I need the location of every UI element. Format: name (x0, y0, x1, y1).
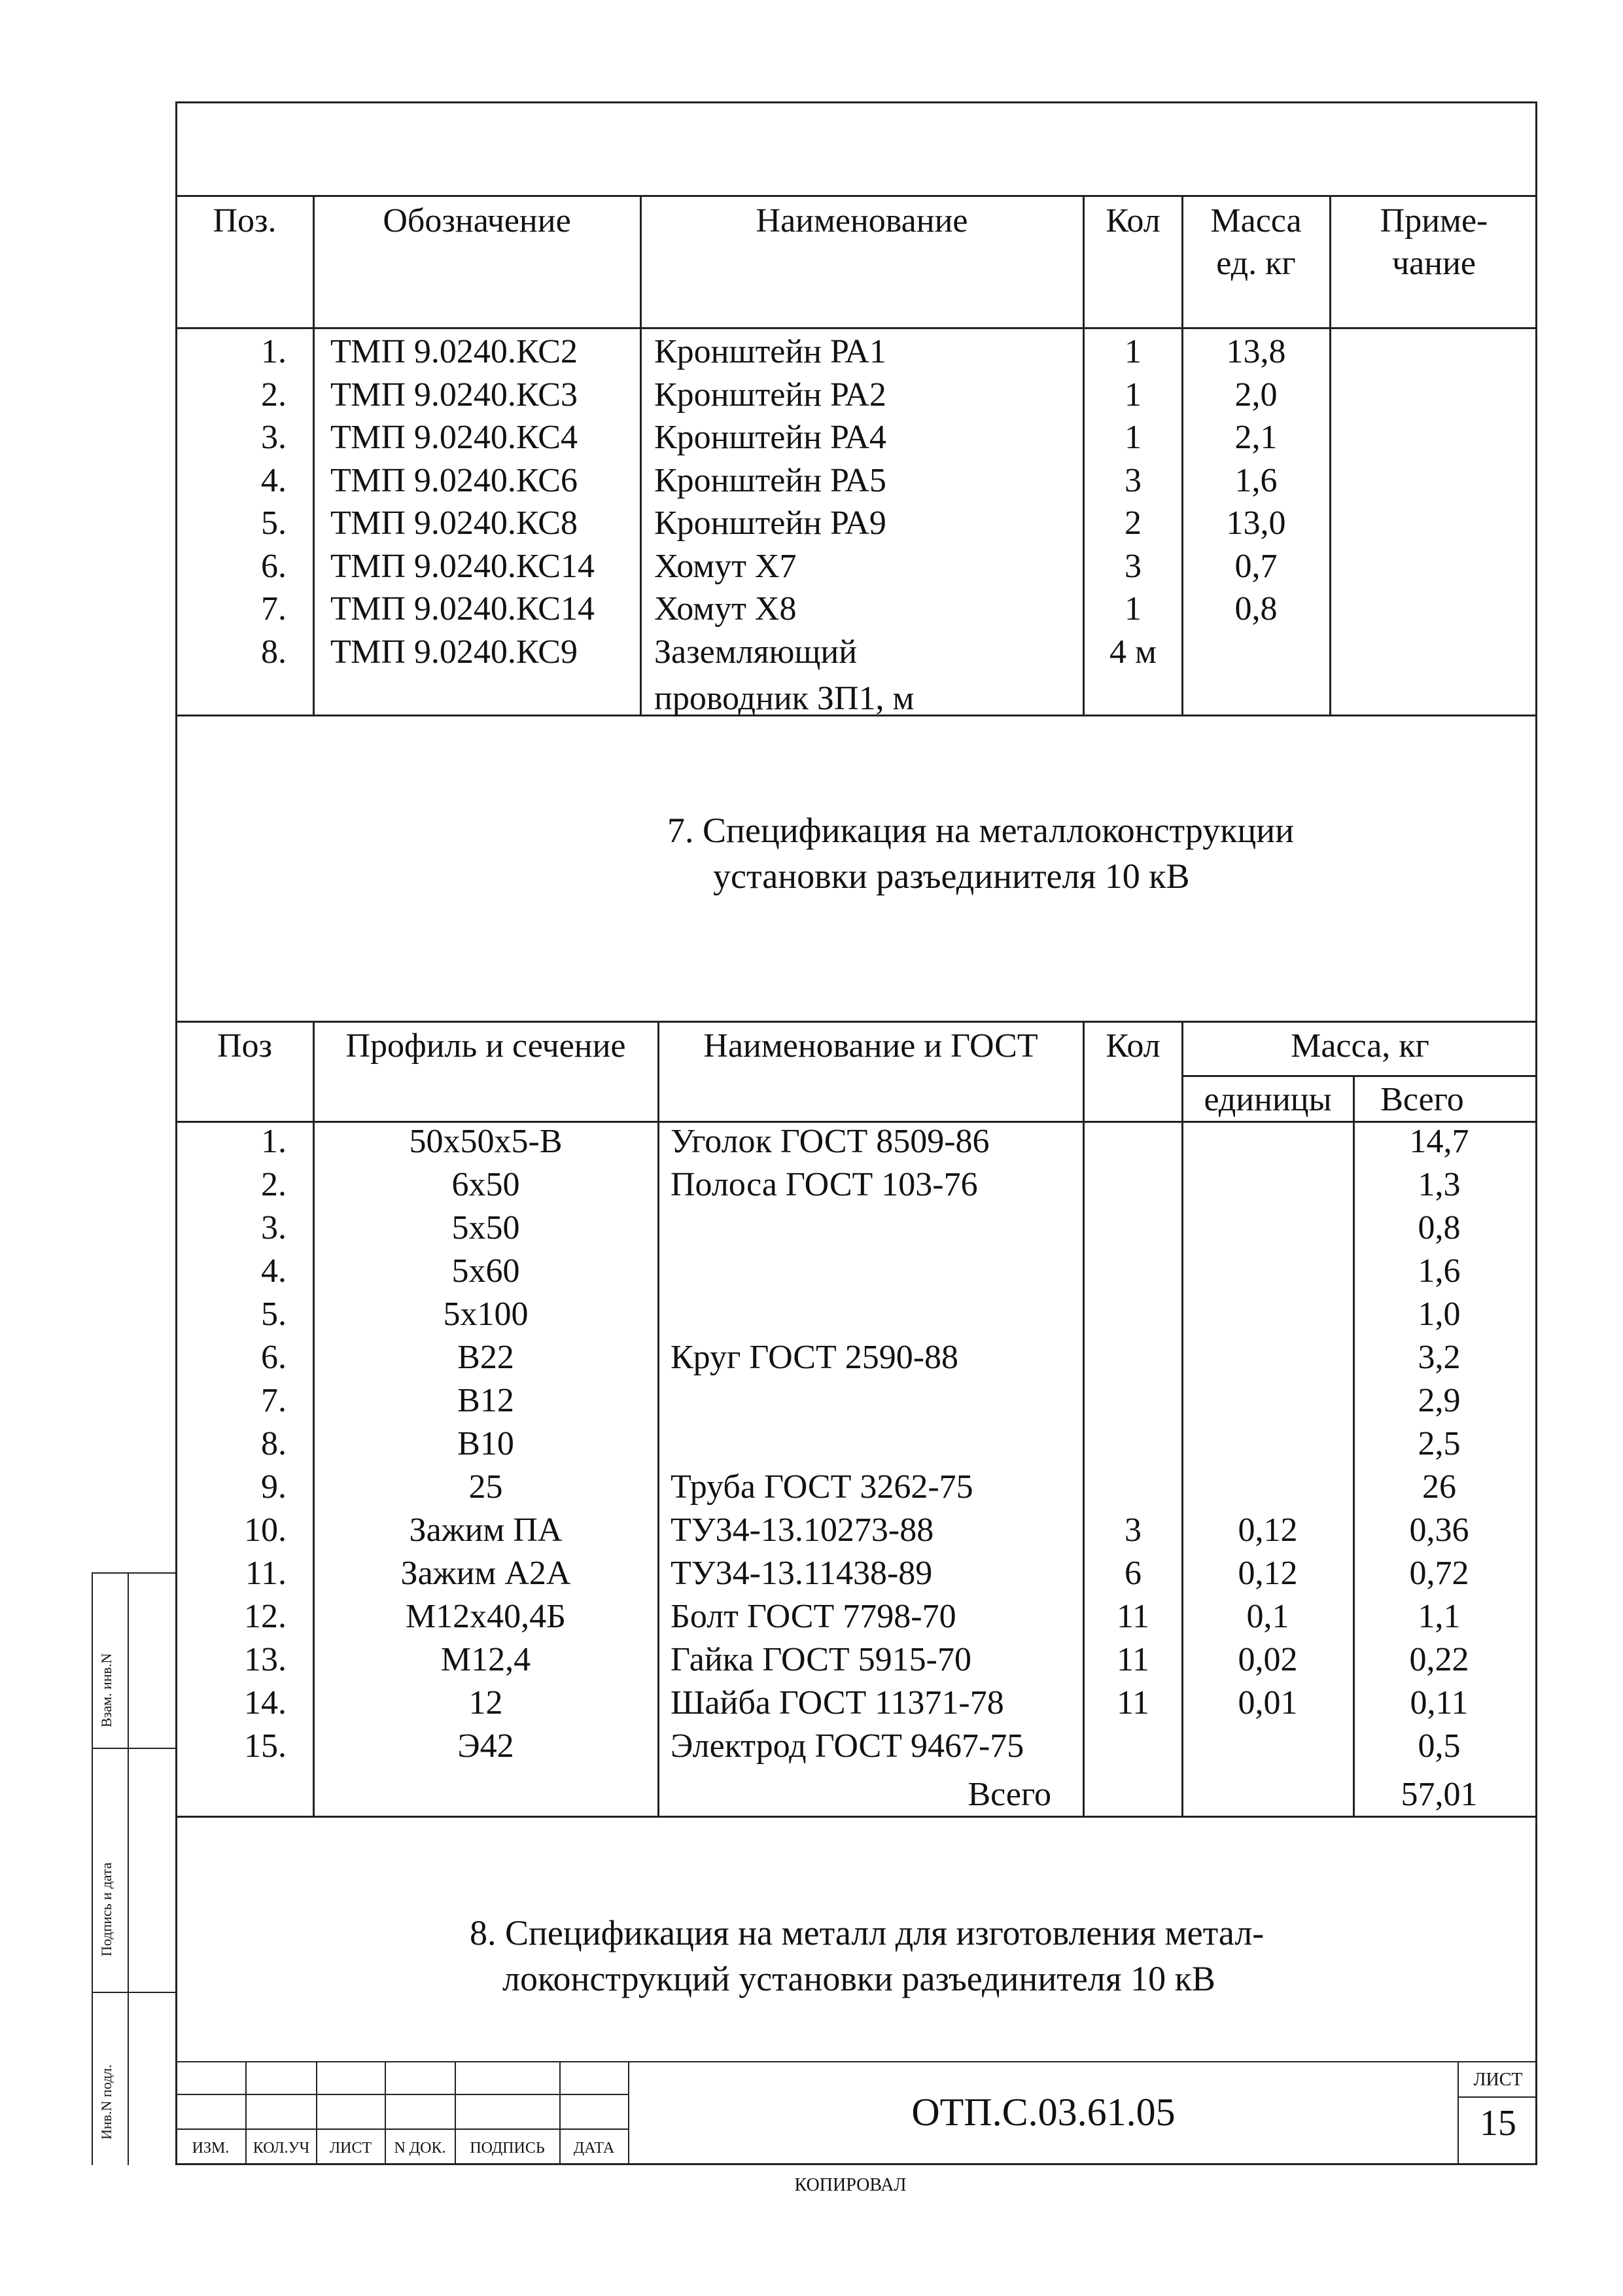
table1-col-sep (640, 195, 642, 716)
table1-col-sep (313, 195, 315, 716)
t1-header-name: Наименование (756, 202, 968, 239)
t2-cell-total: 0,22 (1409, 1641, 1469, 1678)
doc-code: ОТП.С.03.61.05 (911, 2091, 1176, 2134)
t1-cell-pos: 7. (261, 590, 287, 627)
t2-cell-total: 1,0 (1418, 1296, 1461, 1333)
t2-grand-total-label: Всего (968, 1776, 1051, 1813)
t2-cell-pos: 12. (244, 1598, 287, 1635)
t2-cell-name: Гайка ГОСТ 5915-70 (671, 1641, 971, 1678)
t2-cell-pos: 10. (244, 1511, 287, 1549)
t2-cell-unit: 0,02 (1238, 1641, 1298, 1678)
t2-cell-pos: 15. (244, 1727, 287, 1765)
title-block-row-line (175, 2128, 629, 2130)
t2-cell-pos: 5. (261, 1296, 287, 1333)
t2-cell-profile: 25 (468, 1468, 503, 1506)
t1-cell-qty: 2 (1125, 504, 1142, 542)
t2-cell-unit: 0,12 (1238, 1511, 1298, 1549)
t1-cell-pos: 6. (261, 548, 287, 585)
t1-cell-name: Кронштейн РА5 (654, 462, 886, 499)
sheet-label: ЛИСТ (1473, 2070, 1523, 2090)
t1-cell-name: Кронштейн РА9 (654, 504, 886, 542)
t2-cell-total: 1,1 (1418, 1598, 1461, 1635)
t1-cell-mass: 0,7 (1234, 548, 1278, 585)
t2-cell-total: 0,72 (1409, 1555, 1469, 1592)
t1-cell-pos: 4. (261, 462, 287, 499)
t2-cell-pos: 8. (261, 1425, 287, 1462)
t2-cell-profile: Э42 (457, 1727, 514, 1765)
side-stamp-vzam: Взам. инв.N (98, 1653, 114, 1727)
t1-cell-qty: 1 (1125, 333, 1142, 370)
t2-cell-profile: 6x50 (451, 1166, 520, 1203)
side-stamp-inv: Инв.N подл. (98, 2064, 114, 2140)
t2-cell-profile: 5x100 (443, 1296, 529, 1333)
table1-top-line (175, 195, 1537, 197)
tb-col-list: ЛИСТ (329, 2140, 372, 2157)
t2-cell-qty: 6 (1125, 1555, 1142, 1592)
side-stamp-line (92, 1992, 175, 1993)
t1-cell-name: Хомут Х8 (654, 590, 797, 627)
t2-cell-qty: 3 (1125, 1511, 1142, 1549)
t1-cell-name: Кронштейн РА4 (654, 419, 886, 456)
t1-cell-mass: 2,0 (1234, 376, 1278, 414)
t1-cell-name: Заземляющий (654, 633, 858, 671)
caption-8-line1: 8. Спецификация на металл для изготовления метал- (470, 1913, 1265, 1952)
t1-cell-pos: 2. (261, 376, 287, 414)
t2-cell-total: 0,8 (1418, 1209, 1461, 1246)
t2-header-pos: Поз (217, 1027, 273, 1065)
t1-cell-qty: 1 (1125, 590, 1142, 627)
caption-7-line1: 7. Спецификация на металлоконструкции (667, 811, 1295, 850)
t1-cell-designation: ТМП 9.0240.КС4 (330, 419, 578, 456)
t2-cell-total: 14,7 (1409, 1123, 1469, 1160)
t1-header-pos: Поз. (213, 202, 277, 239)
t1-cell-name: Кронштейн РА1 (654, 333, 886, 370)
tb-col-podpis: ПОДПИСЬ (470, 2140, 545, 2157)
footer-kopiroval: КОПИРОВАЛ (794, 2175, 907, 2195)
t2-cell-total: 0,11 (1410, 1684, 1469, 1722)
t1-cell-qty: 1 (1125, 376, 1142, 414)
t1-cell-designation: ТМП 9.0240.КС8 (330, 504, 578, 542)
t1-header-mass: Масса (1210, 202, 1302, 239)
side-stamp-line (92, 1748, 175, 1749)
t2-cell-pos: 7. (261, 1382, 287, 1419)
t1-cell-pos: 3. (261, 419, 287, 456)
t2-cell-qty: 11 (1116, 1598, 1150, 1635)
t2-cell-total: 2,9 (1418, 1382, 1461, 1419)
table2-col-sep (657, 1021, 659, 1817)
t2-cell-profile: B12 (457, 1382, 514, 1419)
t2-cell-profile: Зажим ПА (409, 1511, 563, 1549)
t2-cell-profile: 5x60 (451, 1252, 520, 1290)
t2-cell-name: Болт ГОСТ 7798-70 (671, 1598, 956, 1635)
t1-cell-qty: 4 м (1109, 633, 1157, 671)
t2-cell-profile: M12,4 (440, 1641, 531, 1678)
t1-cell-name: Хомут Х7 (654, 548, 797, 585)
t1-cell-mass: 2,1 (1234, 419, 1278, 456)
t1-cell-designation: ТМП 9.0240.КС9 (330, 633, 578, 671)
t2-cell-total: 2,5 (1418, 1425, 1461, 1462)
t1-cell-pos: 8. (261, 633, 287, 671)
tb-col-ndok: N ДОК. (394, 2140, 446, 2157)
t2-cell-name: Полоса ГОСТ 103-76 (671, 1166, 978, 1203)
t2-cell-unit: 0,01 (1238, 1684, 1298, 1722)
side-stamp-line (92, 1572, 175, 1574)
title-block-sheet-line (1457, 2096, 1537, 2098)
t2-cell-total: 0,5 (1418, 1727, 1461, 1765)
t2-cell-pos: 4. (261, 1252, 287, 1290)
t2-cell-pos: 6. (261, 1339, 287, 1376)
tb-col-kolvo: КОЛ.УЧ (253, 2140, 310, 2157)
t2-cell-unit: 0,1 (1246, 1598, 1289, 1635)
t2-cell-pos: 2. (261, 1166, 287, 1203)
t2-cell-profile: 5x50 (451, 1209, 520, 1246)
table2-mass-sub-line (1181, 1075, 1537, 1077)
t2-cell-name: Уголок ГОСТ 8509-86 (671, 1123, 990, 1160)
table1-header-line (175, 327, 1537, 329)
t1-cell-mass: 13,0 (1226, 504, 1286, 542)
t1-header-qty: Кол (1106, 202, 1161, 239)
t2-cell-qty: 11 (1116, 1684, 1150, 1722)
t2-header-unit: единицы (1204, 1081, 1332, 1118)
caption-8-line2: локонструкций установки разъединителя 10 кВ (502, 1959, 1215, 1998)
t2-header-profile: Профиль и сечение (345, 1027, 626, 1065)
t1-cell-designation: ТМП 9.0240.КС2 (330, 333, 578, 370)
t1-cell-pos: 1. (261, 333, 287, 370)
t2-cell-qty: 11 (1116, 1641, 1150, 1678)
t2-cell-profile: 50x50x5-B (409, 1123, 563, 1160)
t2-cell-name: Круг ГОСТ 2590-88 (671, 1339, 959, 1376)
t2-grand-total: 57,01 (1401, 1776, 1478, 1813)
t2-cell-pos: 1. (261, 1123, 287, 1160)
t1-cell-mass: 13,8 (1226, 333, 1286, 370)
t2-header-total: Всего (1380, 1081, 1464, 1118)
t2-header-mass: Масса, кг (1291, 1027, 1429, 1065)
t1-row8-name-line2: проводник ЗП1, м (654, 680, 915, 717)
t1-cell-designation: ТМП 9.0240.КС3 (330, 376, 578, 414)
t1-cell-name: Кронштейн РА2 (654, 376, 886, 414)
t2-cell-pos: 14. (244, 1684, 287, 1722)
side-stamp-left (92, 1572, 93, 2165)
t2-cell-profile: Зажим А2А (400, 1555, 571, 1592)
t1-cell-pos: 5. (261, 504, 287, 542)
t2-cell-total: 26 (1422, 1468, 1456, 1506)
side-stamp-podpis: Подпись и дата (98, 1862, 114, 1956)
t1-cell-designation: ТМП 9.0240.КС14 (330, 590, 595, 627)
t2-cell-pos: 9. (261, 1468, 287, 1506)
t2-cell-name: ТУ34-13.10273-88 (671, 1511, 934, 1549)
t2-cell-profile: B10 (457, 1425, 514, 1462)
t2-cell-pos: 3. (261, 1209, 287, 1246)
t2-cell-total: 0,36 (1409, 1511, 1469, 1549)
side-stamp-mid (128, 1572, 129, 2165)
t2-cell-unit: 0,12 (1238, 1555, 1298, 1592)
table2-top-line (175, 1021, 1537, 1023)
t2-cell-pos: 13. (244, 1641, 287, 1678)
t2-cell-profile: 12 (468, 1684, 503, 1722)
t2-cell-name: Труба ГОСТ 3262-75 (671, 1468, 973, 1506)
t2-cell-name: ТУ34-13.11438-89 (671, 1555, 933, 1592)
t2-cell-name: Электрод ГОСТ 9467-75 (671, 1727, 1024, 1765)
t1-cell-qty: 1 (1125, 419, 1142, 456)
caption-7-line2: установки разъединителя 10 кВ (713, 857, 1190, 896)
t2-cell-total: 1,3 (1418, 1166, 1461, 1203)
t2-cell-profile: M12x40,4Б (405, 1598, 567, 1635)
t2-header-name: Наименование и ГОСТ (703, 1027, 1038, 1065)
t1-cell-mass: 1,6 (1234, 462, 1278, 499)
t1-cell-designation: ТМП 9.0240.КС6 (330, 462, 578, 499)
title-block-row-line (175, 2094, 629, 2095)
t1-header-note: Приме- (1380, 202, 1488, 239)
t2-cell-name: Шайба ГОСТ 11371-78 (671, 1684, 1004, 1722)
t1-cell-designation: ТМП 9.0240.КС14 (330, 548, 595, 585)
t1-cell-qty: 3 (1125, 548, 1142, 585)
t2-cell-total: 1,6 (1418, 1252, 1461, 1290)
sheet-number: 15 (1480, 2103, 1516, 2144)
t2-cell-total: 3,2 (1418, 1339, 1461, 1376)
t2-cell-profile: B22 (457, 1339, 514, 1376)
t1-header-designation: Обозначение (383, 202, 571, 239)
t1-header-note-2: чание (1392, 245, 1476, 282)
t1-cell-qty: 3 (1125, 462, 1142, 499)
tb-col-izm: ИЗМ. (192, 2140, 230, 2157)
t2-cell-pos: 11. (245, 1555, 287, 1592)
title-block-top (175, 2061, 1537, 2062)
t1-cell-mass: 0,8 (1234, 590, 1278, 627)
t2-header-qty: Кол (1106, 1027, 1161, 1065)
tb-col-data: ДАТА (573, 2140, 615, 2157)
t1-header-mass-unit: ед. кг (1216, 245, 1296, 282)
